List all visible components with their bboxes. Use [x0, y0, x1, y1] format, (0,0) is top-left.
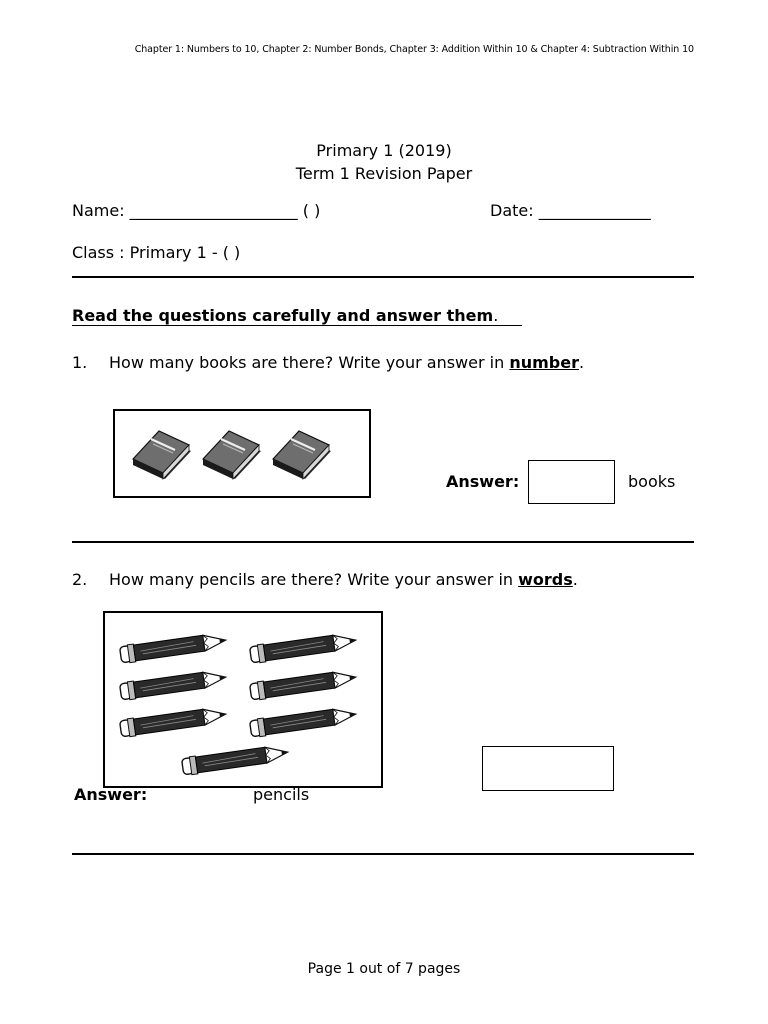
q2-unit: pencils	[253, 785, 310, 804]
q2-number: 2.	[72, 570, 88, 589]
instructions-period: .	[493, 306, 499, 325]
book-icon	[203, 431, 261, 479]
divider-q1	[72, 541, 694, 543]
q1-answer-label: Answer:	[446, 472, 520, 491]
q2-text: How many pencils are there? Write your answer in	[109, 570, 519, 589]
q1-number: 1.	[72, 353, 88, 372]
divider-top	[72, 276, 694, 278]
instructions-text: Read the questions carefully and answer them	[72, 306, 494, 325]
pencil-icon	[119, 631, 227, 664]
q2-answer-box[interactable]	[482, 746, 614, 791]
pencil-icon	[249, 668, 357, 701]
q1-unit: books	[628, 472, 676, 491]
q2-answer-label: Answer:	[74, 785, 148, 804]
pencil-icon	[119, 705, 227, 738]
book-icon	[133, 431, 191, 479]
pencil-icon	[181, 743, 289, 776]
instructions	[72, 307, 522, 326]
name-field: Name: _____________________ ( )	[72, 201, 321, 220]
book-icon	[273, 431, 331, 479]
divider-q2	[72, 853, 694, 855]
class-field: Class : Primary 1 - ( )	[72, 243, 241, 262]
q2-question	[109, 570, 578, 589]
pencil-icon	[249, 705, 357, 738]
pencil-icon	[249, 631, 357, 664]
chapter-header: Chapter 1: Numbers to 10, Chapter 2: Number Bonds, Chapter 3: Addition Within 10 & Chapter 4: Subtraction Within 10	[134, 44, 694, 55]
books-picture	[113, 409, 371, 498]
pencil-icon	[119, 668, 227, 701]
q2-period: .	[572, 570, 578, 589]
q1-answer-box[interactable]	[528, 460, 615, 504]
q1-emphasis: number	[509, 353, 579, 372]
q1-question	[109, 353, 584, 372]
page-number: Page 1 out of 7 pages	[307, 961, 461, 977]
pencils-picture	[103, 611, 383, 788]
paper-title: Primary 1 (2019)	[316, 141, 452, 160]
q1-text: How many books are there? Write your answer in	[109, 353, 510, 372]
q2-emphasis: words	[518, 570, 573, 589]
q1-period: .	[578, 353, 585, 372]
date-field: Date: ______________	[490, 201, 651, 220]
paper-subtitle: Term 1 Revision Paper	[295, 164, 473, 183]
